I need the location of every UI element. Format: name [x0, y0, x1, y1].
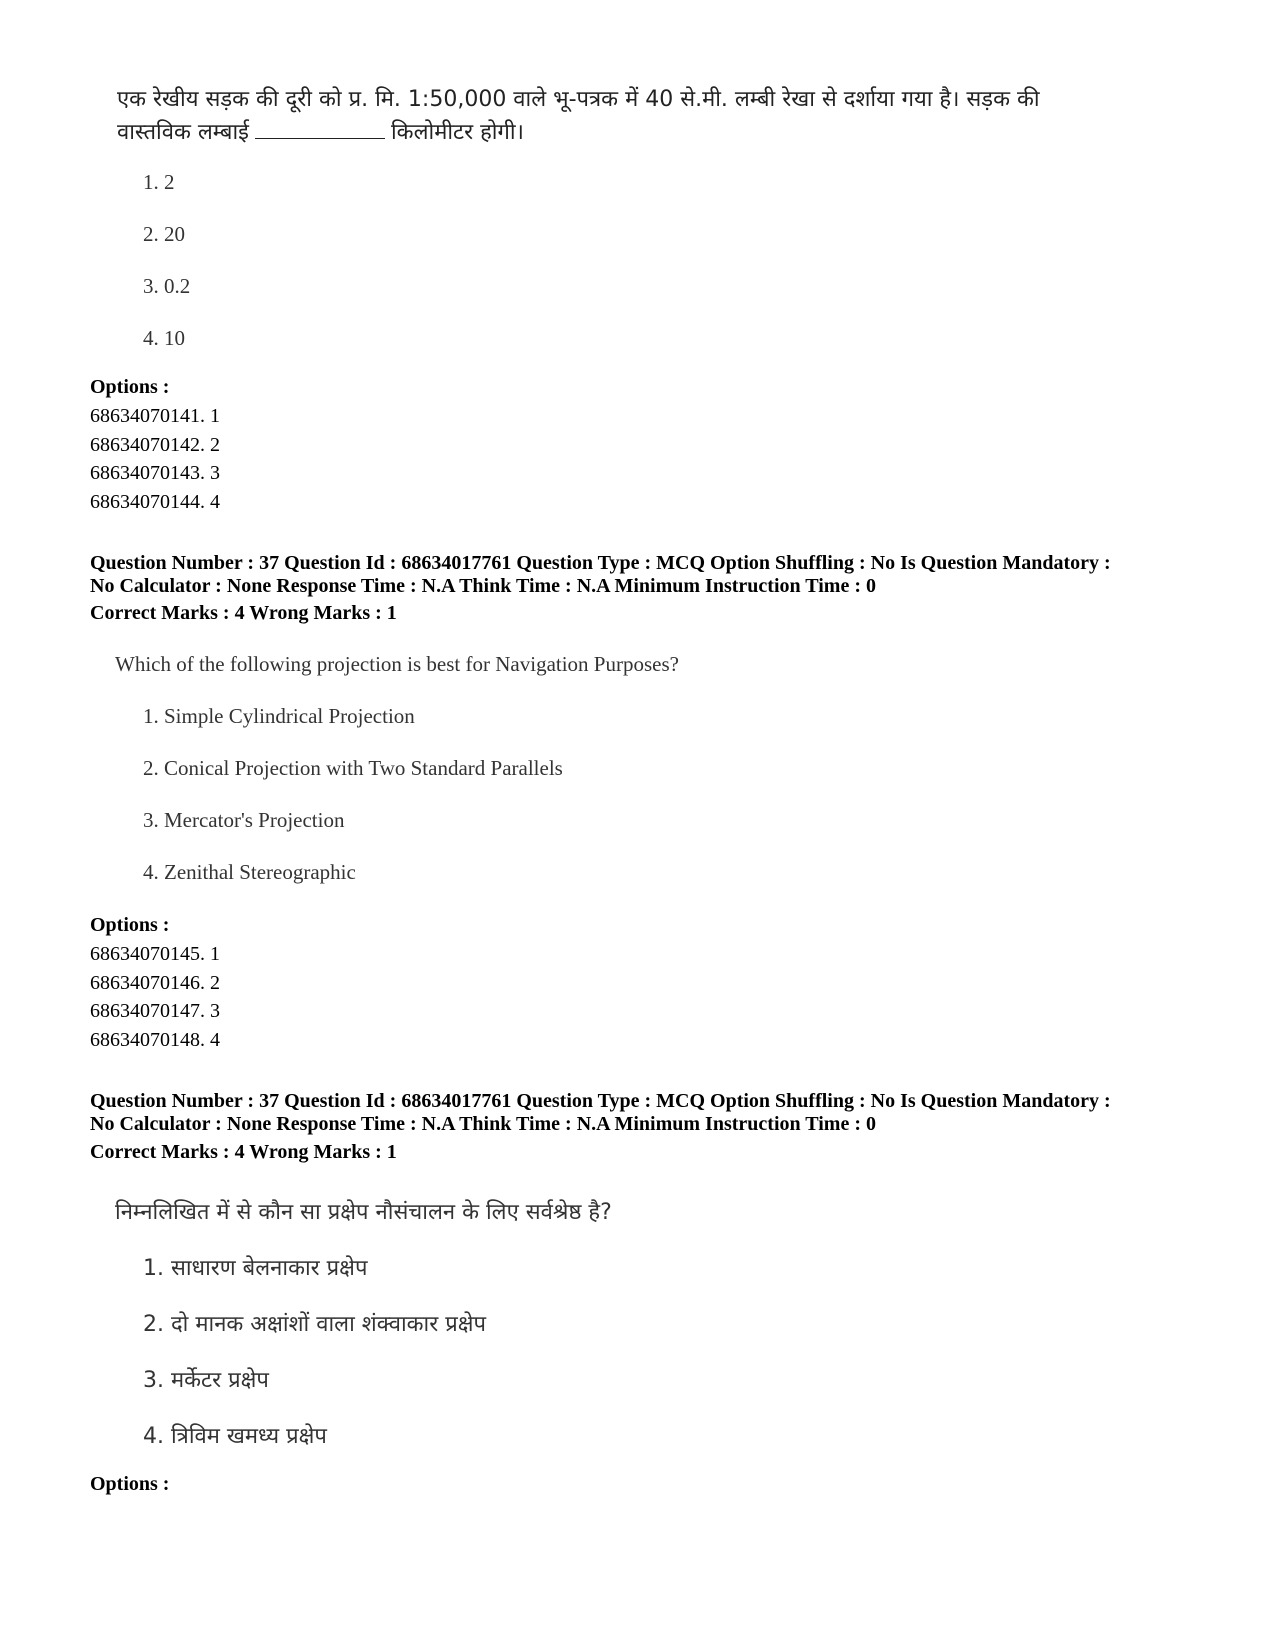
choice-3: 3. Mercator's Projection: [143, 808, 345, 832]
option-id: 68634070141. 1: [90, 405, 220, 427]
option-id: 68634070146. 2: [90, 971, 220, 994]
choice-4: 4. Zenithal Stereographic: [143, 860, 356, 884]
options-list: [90, 940, 220, 1054]
question-text-line1: एक रेखीय सड़क की दूरी को प्र. मि. 1:50,000 वाले भू-पत्रक में 40 से.मी. लम्बी रेखा से दर्शाया गया है। सड़क की: [117, 87, 1040, 112]
question-text-line2-end: किलोमीटर होगी।: [390, 120, 524, 145]
answer-blank: [255, 116, 385, 139]
option-id: 68634070143. 3: [90, 462, 220, 484]
options-label: Options :: [90, 1473, 170, 1495]
question-text: निम्नलिखित में से कौन सा प्रक्षेप नौसंचालन के लिए सर्वश्रेष्ठ है?: [115, 1200, 612, 1225]
option-id: 68634070142. 2: [90, 433, 220, 456]
choice-2: 2. दो मानक अक्षांशों वाला शंक्वाकार प्रक्षेप: [143, 1312, 487, 1337]
option-id: 68634070147. 3: [90, 1000, 220, 1022]
choice-3: 3. मर्केटर प्रक्षेप: [143, 1368, 269, 1393]
option-id: 68634070145. 1: [90, 943, 220, 965]
choice-2: 2. Conical Projection with Two Standard Parallels: [143, 756, 563, 780]
option-id: 68634070148. 4: [90, 1028, 220, 1051]
choice-4: 4. 10: [143, 326, 185, 350]
question-marks: Correct Marks : 4 Wrong Marks : 1: [90, 602, 397, 624]
question-text-line2: [117, 116, 524, 149]
question-text: Which of the following projection is best for Navigation Purposes?: [115, 652, 679, 676]
option-id: 68634070144. 4: [90, 490, 220, 513]
question-meta-line2: No Calculator : None Response Time : N.A Think Time : N.A Minimum Instruction Time : 0: [90, 575, 876, 597]
choice-3: 3. 0.2: [143, 274, 191, 298]
question-meta-line2: No Calculator : None Response Time : N.A Think Time : N.A Minimum Instruction Time : 0: [90, 1113, 876, 1135]
options-label: Options :: [90, 914, 170, 936]
question-text-line2-start: वास्तविक लम्बाई: [117, 120, 249, 145]
choice-1: 1. Simple Cylindrical Projection: [143, 704, 415, 728]
question-meta-line1: Question Number : 37 Question Id : 68634017761 Question Type : MCQ Option Shuffling : No Is Question Mandatory :: [90, 552, 1111, 574]
options-label: Options :: [90, 376, 170, 398]
options-list: [90, 402, 220, 516]
question-marks: Correct Marks : 4 Wrong Marks : 1: [90, 1141, 397, 1163]
question-meta-line1: Question Number : 37 Question Id : 68634017761 Question Type : MCQ Option Shuffling : No Is Question Mandatory :: [90, 1090, 1111, 1112]
choice-4: 4. त्रिविम खमध्य प्रक्षेप: [143, 1424, 327, 1449]
choice-1: 1. 2: [143, 170, 175, 194]
choice-1: 1. साधारण बेलनाकार प्रक्षेप: [143, 1256, 368, 1281]
choice-2: 2. 20: [143, 222, 185, 246]
